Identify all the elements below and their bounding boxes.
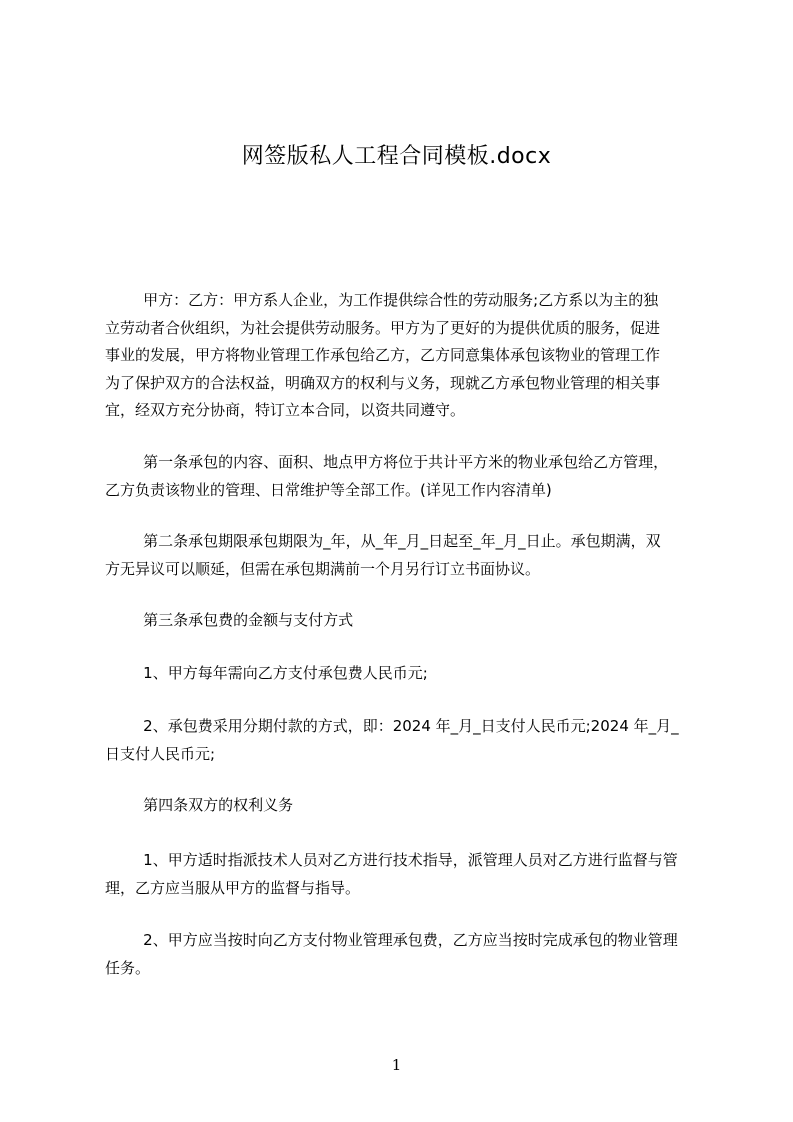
text-line: 事业的发展，甲方将物业管理工作承包给乙方，乙方同意集体承包该物业的管理工作 [105, 346, 661, 364]
text-line: 1、甲方适时指派技术人员对乙方进行技术指导，派管理人员对乙方进行监督与管 [105, 851, 678, 869]
text-line: 第一条承包的内容、面积、地点甲方将位于共计平方米的物业承包给乙方管理， [105, 453, 669, 471]
text-line: 理，乙方应当服从甲方的监督与指导。 [105, 878, 361, 897]
paragraph-article-1 [105, 449, 705, 504]
text-line: 甲方：乙方：甲方系人企业，为工作提供综合性的劳动服务;乙方系以为主的独 [105, 291, 659, 309]
text-line: 宜，经双方充分协商，特订立本合同，以资共同遵守。 [105, 401, 466, 419]
text-line: 方无异议可以顺延，但需在承包期满前一个月另行订立书面协议。 [105, 559, 541, 578]
text-line: 第二条承包期限承包期限为_年，从_年_月_日起至_年_月_日止。承包期满，双 [105, 532, 661, 550]
text-line: 日支付人民币元; [105, 744, 216, 763]
text-line: 立劳动者合伙组织，为社会提供劳动服务。甲方为了更好的为提供优质的服务，促进 [105, 318, 661, 337]
paragraph-article-4-item-1 [105, 847, 705, 902]
paragraph-article-3 [105, 607, 705, 635]
text-line: 2、承包费采用分期付款的方式，即：2024 年_月_日支付人民币元;2024 年_月_ [105, 717, 679, 735]
text-line: 任务。 [105, 958, 151, 977]
paragraph-article-3-item-1 [105, 660, 705, 688]
paragraph-article-2 [105, 528, 705, 583]
text-line: 第三条承包费的金额与支付方式 [105, 611, 354, 629]
paragraph-article-4-item-2 [105, 927, 705, 982]
text-line: 乙方负责该物业的管理、日常维护等全部工作。(详见工作内容清单) [105, 480, 552, 499]
text-line: 第四条双方的权利义务 [105, 796, 294, 814]
text-line: 1、甲方每年需向乙方支付承包费人民币元; [105, 664, 428, 682]
text-line: 2、甲方应当按时向乙方支付物业管理承包费，乙方应当按时完成承包的物业管理 [105, 931, 678, 949]
document-title: 网签版私人工程合同模板.docx [241, 144, 552, 169]
paragraph-intro [105, 287, 705, 425]
text-line: 为了保护双方的合法权益，明确双方的权利与义务，现就乙方承包物业管理的相关事 [105, 373, 661, 392]
page-number: 1 [391, 1056, 402, 1074]
paragraph-article-4 [105, 792, 705, 820]
paragraph-article-3-item-2 [105, 713, 705, 768]
